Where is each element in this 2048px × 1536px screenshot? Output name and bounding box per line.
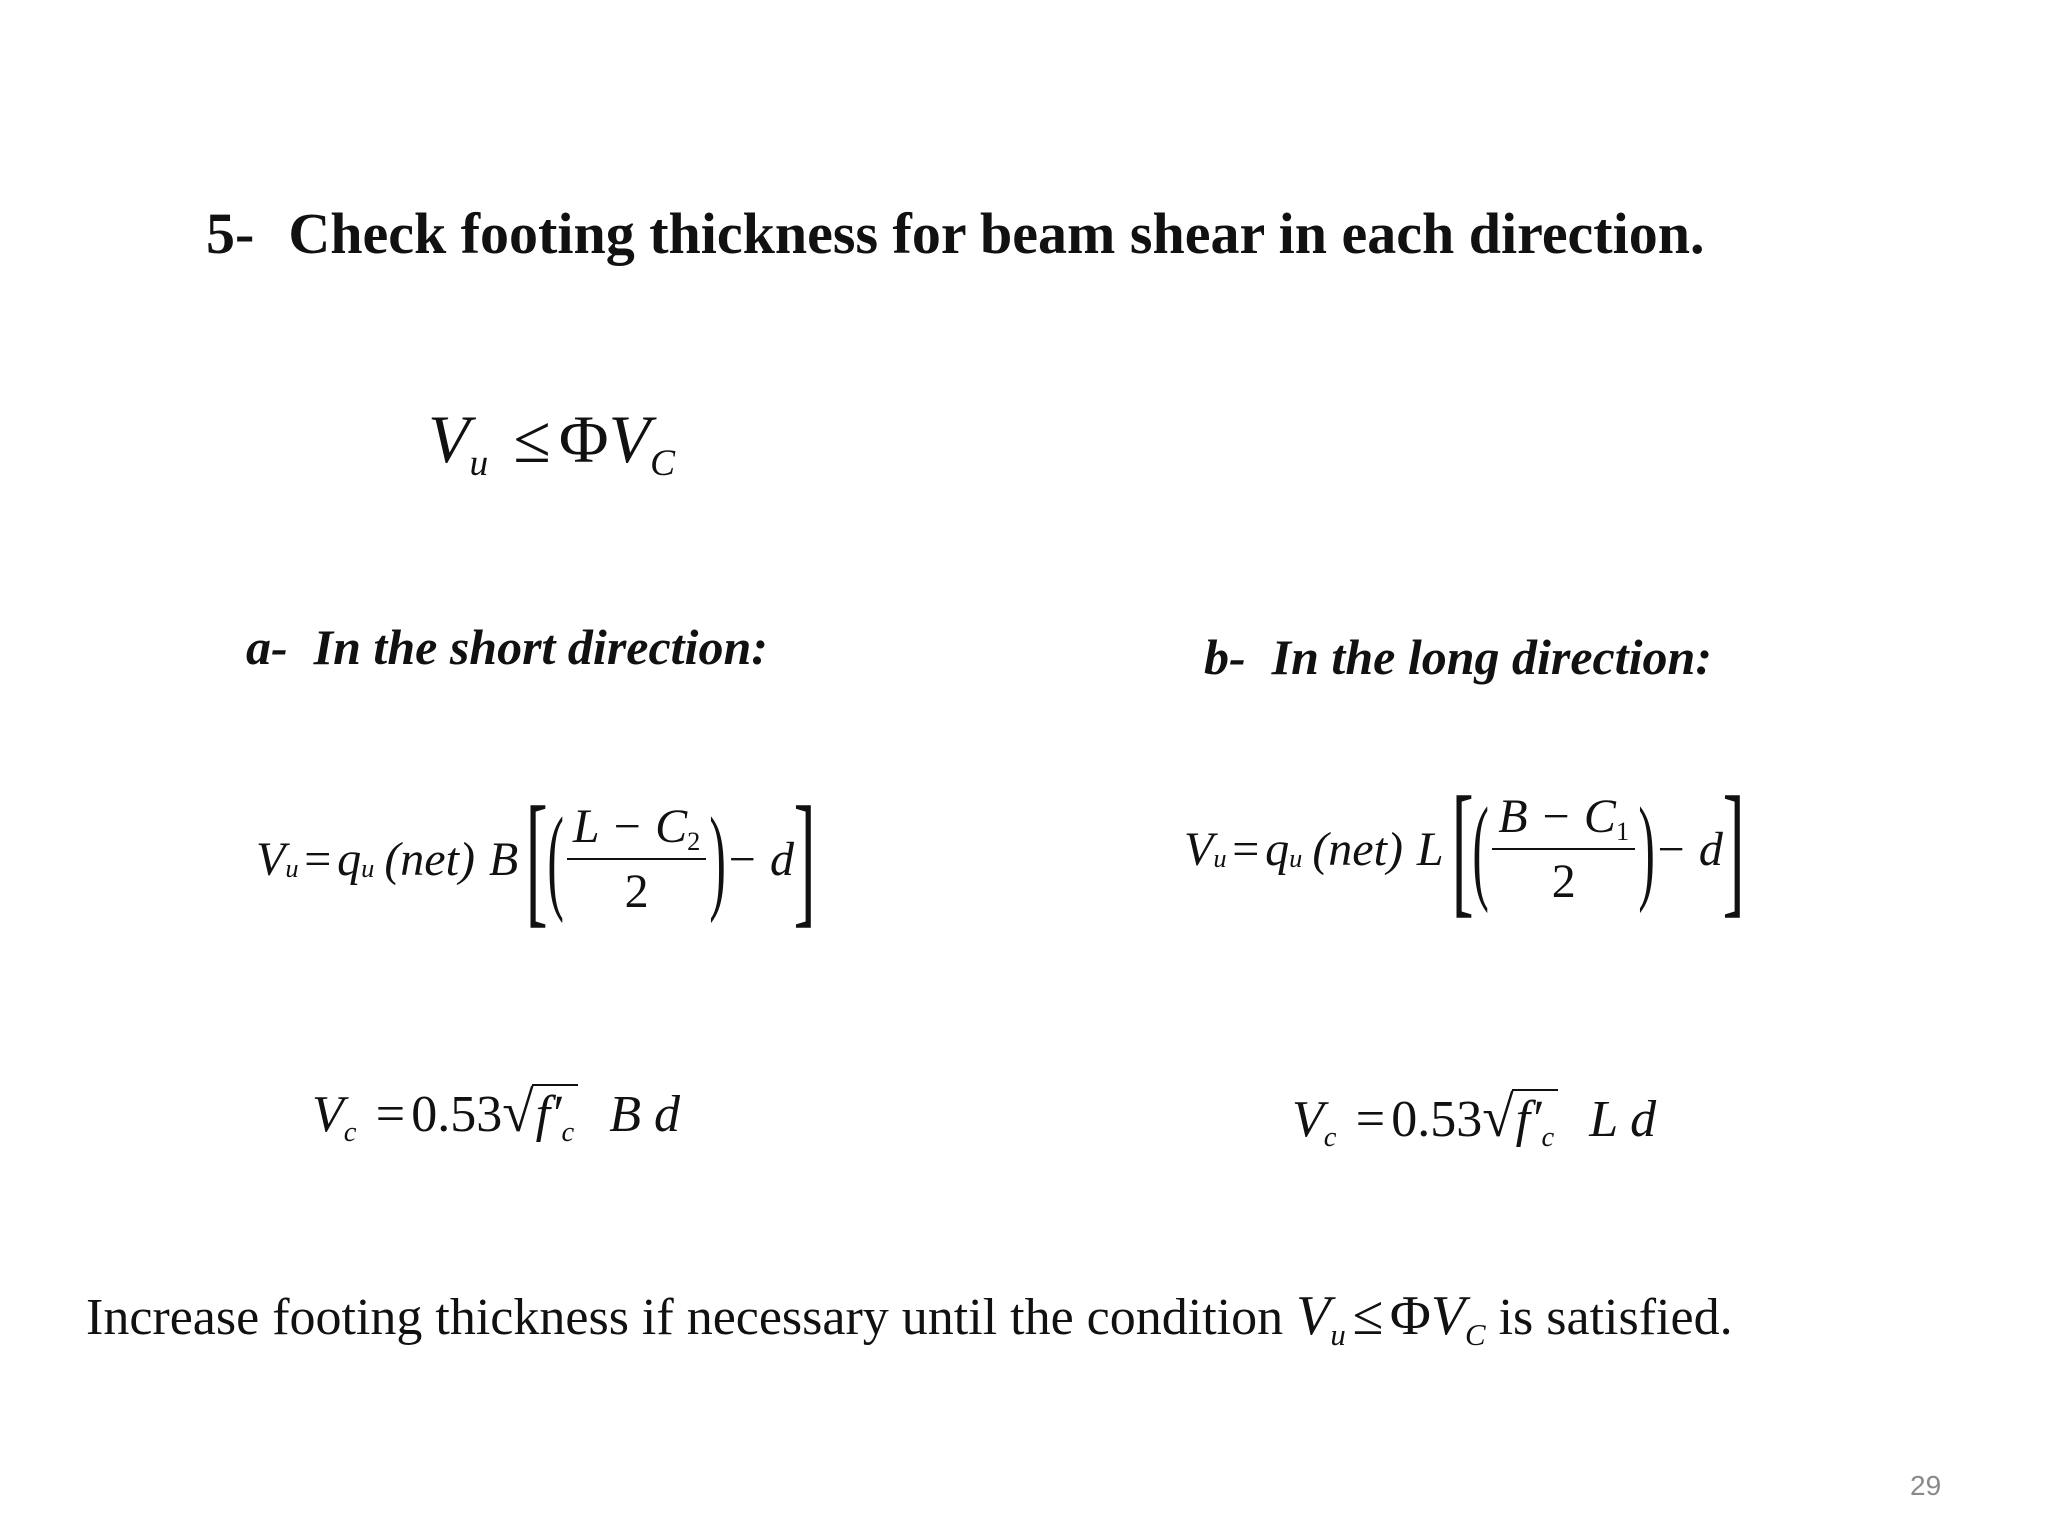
vc-a-equals: = [375,1086,406,1143]
formula-a-numerator [567,799,706,860]
vc-subscript: C [650,443,676,485]
right-bracket-icon: ] [793,777,816,941]
vc-b-tail: L d [1589,1091,1657,1148]
slide-heading [206,200,1705,267]
inline-vc: V [1430,1285,1466,1347]
long-direction-vc-formula [1292,1085,1657,1153]
vc-b-equals: = [1355,1091,1386,1148]
inline-phi: Φ [1389,1285,1431,1347]
left-paren-icon: ( [1472,783,1489,914]
right-bracket-icon: ] [1722,767,1745,931]
formula-b-v: V [1184,822,1214,876]
conclusion-text-after: is satisfied. [1498,1289,1733,1346]
sqrt-icon: √ [502,1081,534,1144]
left-bracket-icon: [ [525,777,548,941]
vu-subscript: u [469,443,489,485]
vc-b-v: V [1292,1091,1324,1148]
vc-a-coef: 0.53 [411,1086,503,1143]
formula-a-fraction [567,799,706,919]
vc-b-root [1512,1089,1559,1153]
formula-a-dim: B [488,832,519,886]
section-b-label [1204,628,1712,686]
vc-a-tail: B d [609,1086,680,1143]
right-paren-icon: ) [709,793,727,924]
vc-symbol: V [608,401,651,477]
short-direction-vc-formula [312,1080,680,1148]
vc-b-coef: 0.53 [1391,1091,1483,1148]
inline-condition-formula [1296,1285,1486,1352]
left-paren-icon: ( [546,793,564,924]
section-b-title: In the long direction: [1271,629,1712,685]
formula-b-num-text: B − C [1498,790,1616,843]
formula-a-net: (net) [384,832,475,886]
formula-a-denominator: 2 [624,865,649,918]
formula-a-num-sub: 2 [687,825,701,856]
inline-vu-sub: u [1330,1317,1346,1352]
vc-a-root-var: f′ [535,1086,562,1143]
formula-b-q-sub: u [1289,842,1303,873]
page-number: 29 [1910,1470,1942,1501]
inline-vc-sub: C [1465,1317,1486,1352]
heading-number: 5- [206,201,255,266]
formula-b-net: (net) [1312,822,1403,876]
short-direction-vu-formula [256,777,816,941]
heading-text: Check footing thickness for beam shear in each direction. [288,201,1705,266]
formula-b-num-sub: 1 [1615,815,1630,846]
left-bracket-icon: [ [1451,767,1474,931]
formula-a-bracket-group [525,777,816,941]
formula-a-q-sub: u [361,852,375,883]
formula-b-fraction [1492,789,1635,909]
formula-b-numerator [1492,789,1635,850]
vc-b-root-var: f′ [1515,1091,1542,1148]
formula-a-v: V [256,832,286,886]
formula-b-equals: = [1232,822,1260,876]
phi-symbol: Φ [558,401,609,477]
conclusion-paragraph [86,1262,1962,1378]
vc-a-v-sub: c [343,1117,357,1148]
section-a-title: In the short direction: [313,619,768,675]
formula-a-equals: = [304,832,332,886]
vc-a-v: V [312,1086,344,1143]
formula-a-q: q [337,832,362,886]
long-direction-vu-formula [1184,767,1745,931]
formula-a-num-text: L − C [572,800,688,853]
leq-symbol: ≤ [513,401,551,477]
formula-b-dim: L [1416,822,1444,876]
inline-leq: ≤ [1352,1285,1384,1347]
formula-a-minus-d: − d [725,832,794,886]
formula-b-denominator: 2 [1551,855,1576,908]
right-paren-icon: ) [1638,783,1656,914]
vc-a-root [532,1084,579,1148]
formula-b-minus-d: − d [1654,822,1723,876]
formula-a-v-sub: u [285,852,299,883]
main-condition-formula [428,400,676,485]
section-b-letter: b- [1204,629,1246,685]
conclusion-text-before: Increase footing thickness if necessary until the condition [86,1289,1284,1346]
inline-vu: V [1296,1285,1331,1347]
formula-b-bracket-group [1451,767,1745,931]
formula-b-q: q [1265,822,1290,876]
vc-a-root-sub: c [561,1117,575,1148]
formula-b-v-sub: u [1213,842,1227,873]
section-a-letter: a- [246,619,288,675]
vc-b-root-sub: c [1541,1122,1555,1153]
sqrt-icon: √ [1482,1086,1514,1149]
vu-symbol: V [428,401,470,477]
section-a-label [246,618,768,676]
vc-b-v-sub: c [1323,1122,1337,1153]
